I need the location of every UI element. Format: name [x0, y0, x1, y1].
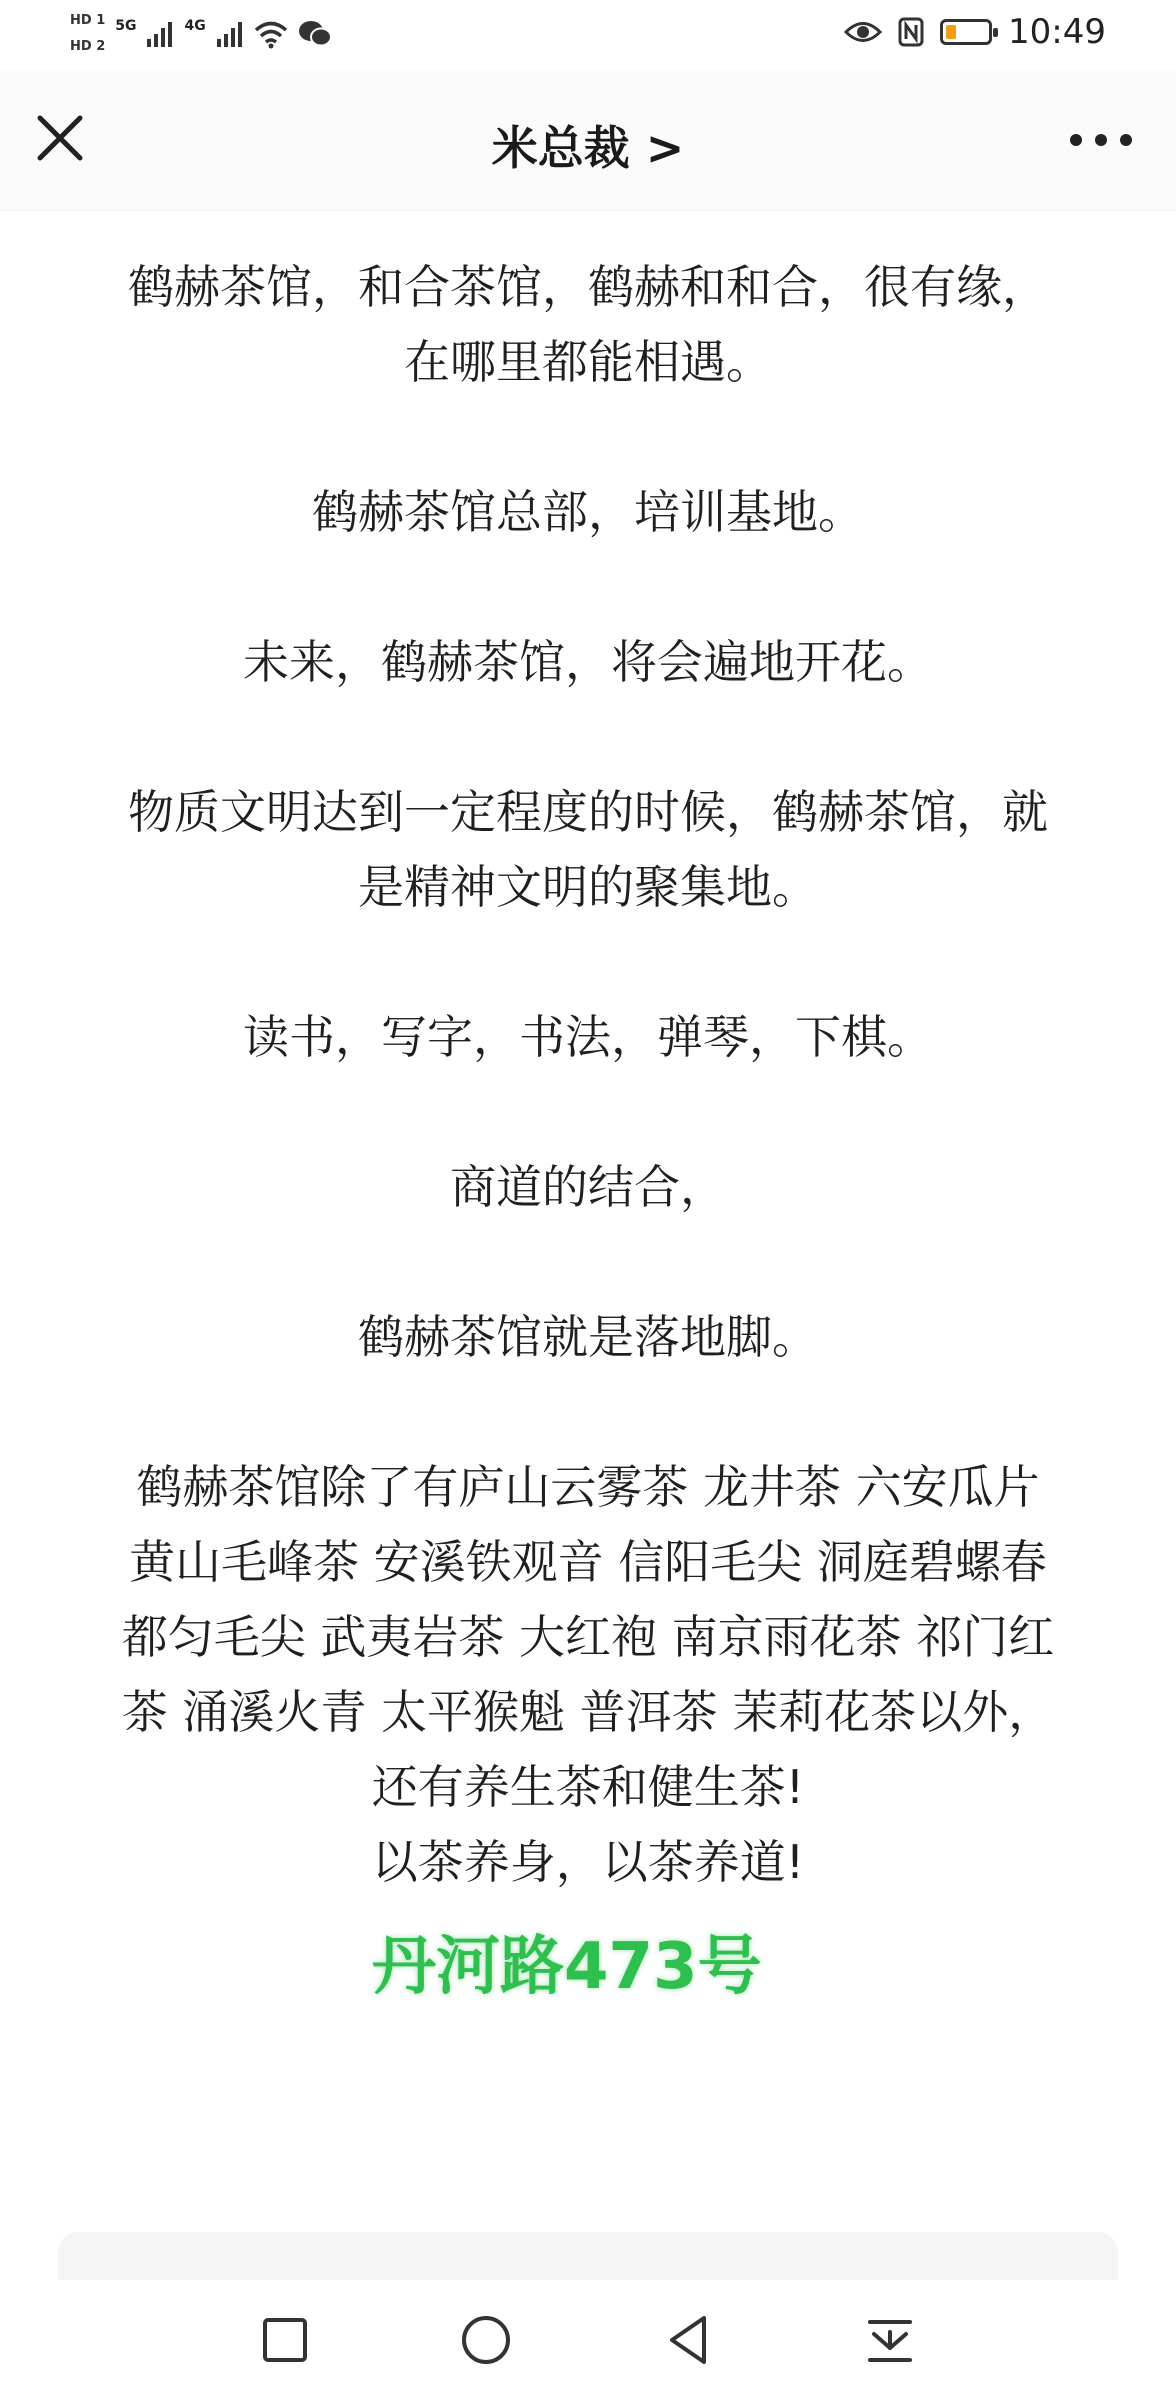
hd-indicator: [70, 8, 105, 60]
article-line: 茶 涌溪火青 太平猴魁 普洱茶 茉莉花茶以外，: [121, 1685, 1055, 1739]
article-line: 商道的结合，: [450, 1160, 726, 1214]
article-line: 都匀毛尖 武夷岩茶 大红袍 南京雨花茶 祁门红: [121, 1610, 1055, 1664]
article-line: 还有养生茶和健生茶!: [371, 1760, 805, 1814]
square-icon: [261, 2316, 309, 2364]
net1-label: 5G: [115, 18, 137, 34]
signal-icon: [146, 19, 174, 49]
home-button[interactable]: [446, 2300, 526, 2380]
page-title[interactable]: 米总裁 >: [491, 121, 685, 175]
article-line: 未来，鹤赫茶馆，将会遍地开花。: [243, 635, 933, 689]
more-icon: [1066, 115, 1136, 165]
status-right: [844, 12, 1106, 52]
article-body: [0, 250, 1176, 2005]
back-triangle-icon: [664, 2314, 712, 2366]
article-line: 在哪里都能相遇。: [404, 335, 772, 389]
wifi-icon: [254, 19, 288, 49]
article-line: 鹤赫茶馆就是落地脚。: [358, 1310, 818, 1364]
eye-icon: [844, 19, 882, 45]
article-line: 黄山毛峰茶 安溪铁观音 信阳毛尖 洞庭碧螺春: [129, 1535, 1047, 1589]
wechat-icon: [298, 20, 332, 48]
hd1-label: HD 1: [70, 13, 106, 28]
article-line: 鹤赫茶馆，和合茶馆，鹤赫和和合，很有缘，: [128, 260, 1048, 314]
recent-apps-button[interactable]: [245, 2300, 325, 2380]
app-header: [0, 70, 1176, 211]
status-bar: [0, 0, 1176, 70]
clock: 10:49: [1008, 12, 1106, 52]
nfc-icon: [898, 17, 924, 47]
address-highlight: 丹河路473号: [372, 1930, 762, 2004]
article-line: 鹤赫茶馆除了有庐山云雾茶 龙井茶 六安瓜片: [136, 1460, 1040, 1514]
back-button[interactable]: [648, 2300, 728, 2380]
article-line: 以茶养身，以茶养道!: [371, 1835, 805, 1889]
status-left: [70, 8, 332, 60]
pull-down-icon: [864, 2314, 916, 2366]
article-line: 物质文明达到一定程度的时候，鹤赫茶馆，就: [128, 785, 1048, 839]
article-line: 鹤赫茶馆总部，培训基地。: [312, 485, 864, 539]
circle-icon: [460, 2314, 512, 2366]
battery-icon: [940, 19, 992, 45]
notification-pull-button[interactable]: [850, 2300, 930, 2380]
net2-label: 4G: [184, 18, 206, 34]
signal-icon: [216, 19, 244, 49]
article-line: 是精神文明的聚集地。: [358, 860, 818, 914]
system-nav-bar: [0, 2280, 1176, 2400]
hd2-label: HD 2: [70, 39, 106, 54]
more-button[interactable]: [1066, 115, 1136, 165]
article-line: 读书，写字，书法，弹琴，下棋。: [243, 1010, 933, 1064]
battery-level: [946, 25, 956, 39]
